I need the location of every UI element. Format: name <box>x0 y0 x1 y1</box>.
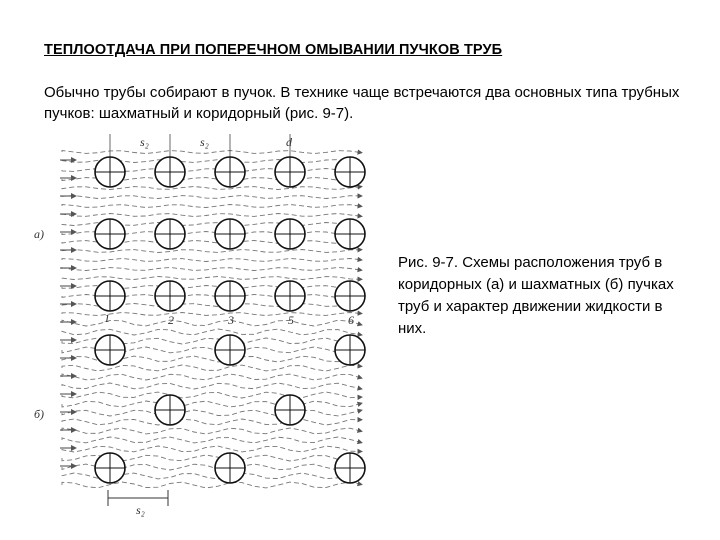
streamline <box>62 205 362 208</box>
dim-label-s2-2: s₂ <box>200 135 209 149</box>
streamline <box>62 401 362 407</box>
inline-tube-r2-c1 <box>95 219 125 249</box>
inline-tube-r1-c1 <box>95 157 125 187</box>
streamline <box>62 365 362 371</box>
streamline <box>62 437 362 443</box>
streamline <box>62 277 362 280</box>
inline-tube-r1-c4 <box>275 157 305 187</box>
staggered-tube-r2-c1 <box>155 395 185 425</box>
staggered-tube-r1-c3 <box>335 335 365 365</box>
inline-tube-r2-c3 <box>215 219 245 249</box>
streamline <box>62 419 362 425</box>
inline-tube-r3-c5 <box>335 281 365 311</box>
streamline <box>62 259 362 262</box>
streamline <box>62 383 362 389</box>
row-number-5: 5 <box>288 313 294 327</box>
inline-tube-r1-c5 <box>335 157 365 187</box>
dim-label-d: d <box>286 135 292 149</box>
streamline <box>62 446 362 452</box>
figure-caption: Рис. 9-7. Схемы расположения труб в коридорных (а) и шахматных (б) пучках труб и характер движении жидкости в них. <box>398 254 674 337</box>
inline-tube-r3-c1 <box>95 281 125 311</box>
inline-tube-r3-c3 <box>215 281 245 311</box>
dim-label-s2-1: s₂ <box>140 135 149 149</box>
streamline <box>62 329 362 335</box>
streamline <box>62 250 362 253</box>
inline-tube-r2-c2 <box>155 219 185 249</box>
slide-title: ТЕПЛООТДАЧА ПРИ ПОПЕРЕЧНОМ ОМЫВАНИИ ПУЧКОВ ТРУБ <box>44 42 503 58</box>
row-number-3: 3 <box>228 313 234 327</box>
staggered-tube-r3-c1 <box>95 453 125 483</box>
inline-tube-r3-c4 <box>275 281 305 311</box>
staggered-tube-r3-c3 <box>335 453 365 483</box>
streamline <box>62 268 362 271</box>
streamline <box>62 374 362 380</box>
inline-bank-label: а) <box>34 227 44 241</box>
inline-tube-r2-c4 <box>275 219 305 249</box>
staggered-bank-label: б) <box>34 407 45 421</box>
inline-tube-r1-c3 <box>215 157 245 187</box>
streamline <box>62 196 362 199</box>
row-number-2: 2 <box>168 313 174 327</box>
staggered-tube-r1-c1 <box>95 335 125 365</box>
staggered-tube-r1-c2 <box>215 335 245 365</box>
bottom-dim-label: s₂ <box>136 503 145 517</box>
staggered-tube-r2-c2 <box>275 395 305 425</box>
streamline <box>62 151 362 154</box>
streamline <box>62 214 362 217</box>
staggered-tube-r3-c2 <box>215 453 245 483</box>
inline-tube-r3-c2 <box>155 281 185 311</box>
streamline <box>62 392 362 398</box>
row-number-1: 1 <box>104 311 110 325</box>
streamline <box>62 410 362 416</box>
inline-tube-r1-c2 <box>155 157 185 187</box>
streamline <box>62 428 362 434</box>
inline-tube-r2-c5 <box>335 219 365 249</box>
row-number-6: 6 <box>348 313 354 327</box>
intro-paragraph: Обычно трубы собирают в пучок. В технике чаще встречаются два основных типа трубных пучков: шахматный и коридорный (рис. 9-7). <box>44 84 680 122</box>
